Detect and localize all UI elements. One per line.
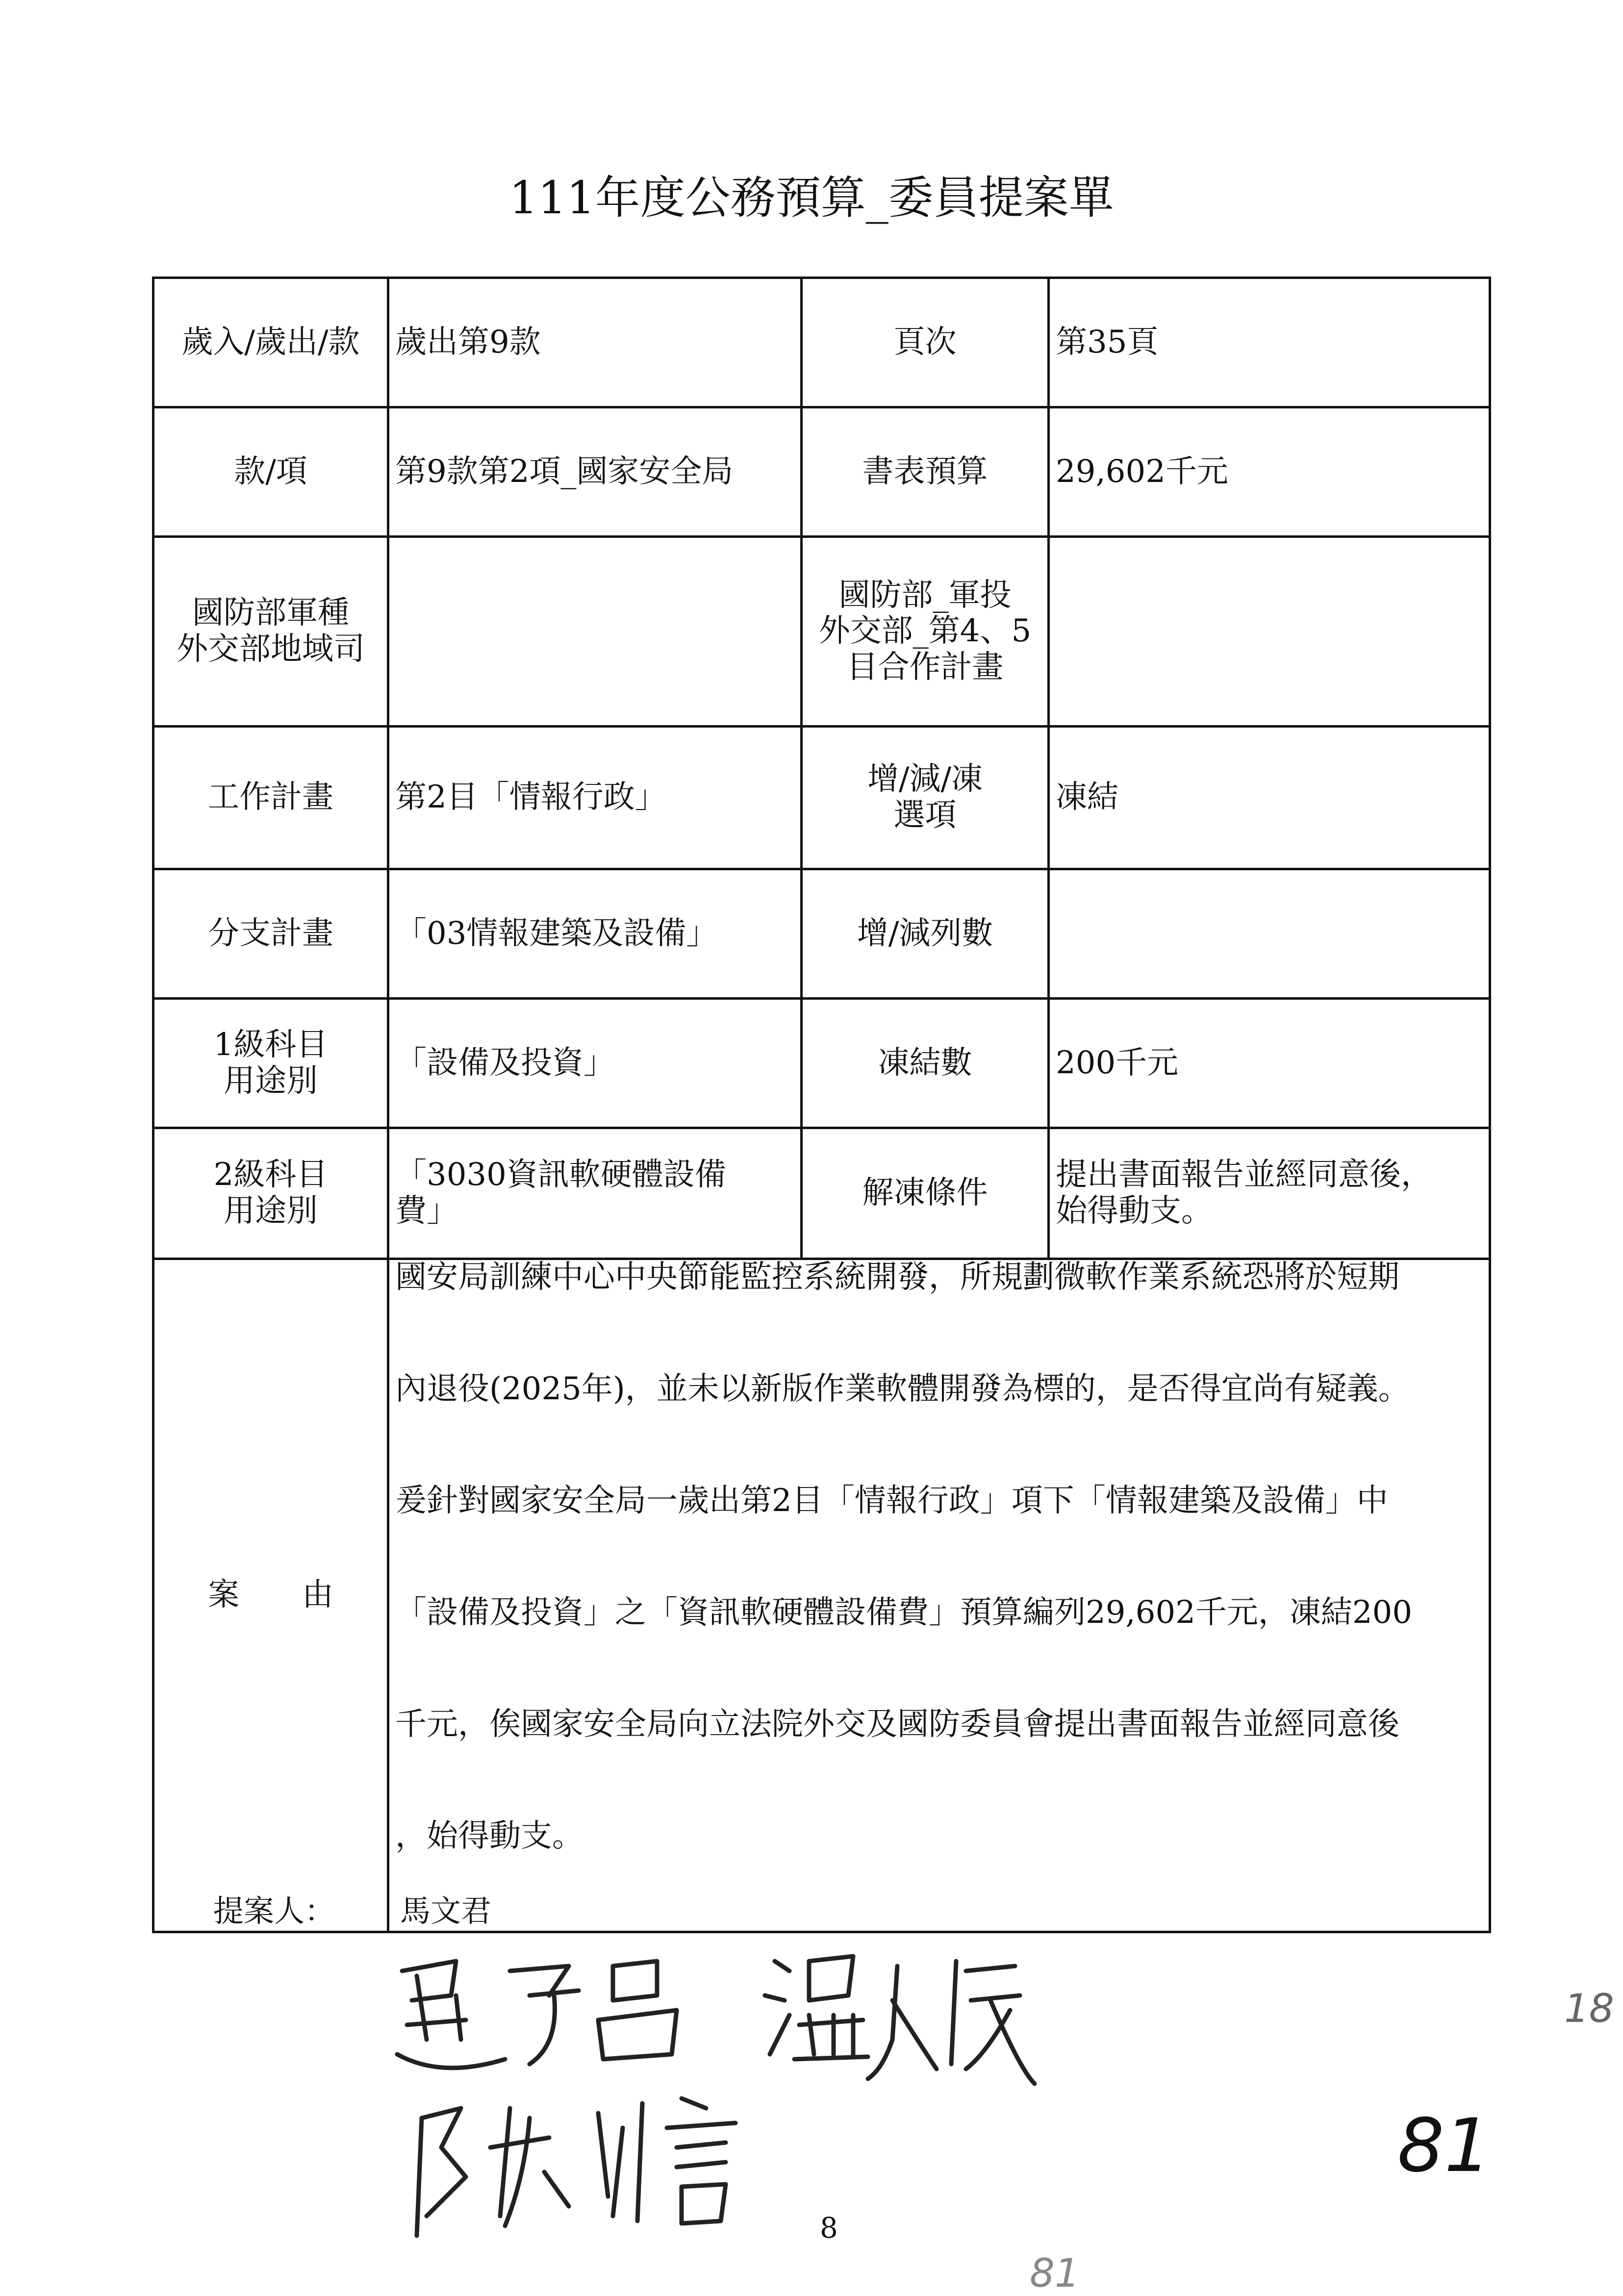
field-label: 增/減列數 <box>802 869 1049 999</box>
reason-line: 「設備及投資」之「資訊軟硬體設備費」預算編列29,602千元，凍結200 <box>395 1594 1413 1631</box>
field-value: 第2目「情報行政」 <box>388 727 802 869</box>
proposal-table <box>152 277 1491 1933</box>
reason-line: 內退役(2025年)，並未以新版作業軟體開發為標的，是否得宜尚有疑義。 <box>395 1371 1410 1407</box>
field-value: 提出書面報告並經同意後， 始得動支。 <box>1049 1128 1490 1259</box>
signature-2 <box>765 1956 1035 2084</box>
table-row <box>153 727 1490 869</box>
signature-1 <box>397 1961 677 2068</box>
field-value <box>388 537 802 727</box>
field-label: 國防部軍種 外交部地域司 <box>153 537 388 727</box>
field-value: 凍結 <box>1049 727 1490 869</box>
field-label: 款/項 <box>153 407 388 537</box>
field-value: 「設備及投資」 <box>388 999 802 1128</box>
field-label: 工作計畫 <box>153 727 388 869</box>
field-label: 解凍條件 <box>802 1128 1049 1259</box>
reason-line: 爰針對國家安全局一歲出第2目「情報行政」項下「情報建築及設備」中 <box>395 1483 1388 1519</box>
field-label: 書表預算 <box>802 407 1049 537</box>
field-label: 歲入/歲出/款 <box>153 278 388 407</box>
handwritten-page-number: 81 <box>1397 2103 1491 2189</box>
field-value: 歲出第9款 <box>388 278 802 407</box>
table-row <box>153 278 1490 407</box>
signature-3 <box>417 2098 735 2236</box>
table-row <box>153 869 1490 999</box>
reason-line: 國安局訓練中心中央節能監控系統開發，所規劃微軟作業系統恐將於短期 <box>395 1259 1399 1295</box>
pencil-number: 81 <box>1030 2250 1080 2296</box>
field-label: 凍結數 <box>802 999 1049 1128</box>
field-value <box>1049 537 1490 727</box>
printed-number: 8 <box>820 2211 838 2245</box>
field-value: 第9款第2項_國家安全局 <box>388 407 802 537</box>
field-value: 29,602千元 <box>1049 407 1490 537</box>
field-label: 分支計畫 <box>153 869 388 999</box>
field-value: 「03情報建築及設備」 <box>388 869 802 999</box>
field-value: 第35頁 <box>1049 278 1490 407</box>
reason-label: 案 由 <box>153 1259 388 1932</box>
field-label: 增/減/凍 選項 <box>802 727 1049 869</box>
reason-line: ，始得動支。 <box>395 1818 583 1854</box>
reason-line: 千元，俟國家安全局向立法院外交及國防委員會提出書面報告並經同意後 <box>395 1706 1399 1742</box>
table-row <box>153 1128 1490 1259</box>
field-value <box>1049 869 1490 999</box>
corner-number: 18 <box>1564 1986 1614 2031</box>
field-value: 「3030資訊軟硬體設備 費」 <box>388 1128 802 1259</box>
proposer-name: 馬文君 <box>400 1893 492 1929</box>
page-title: 111年度公務預算_委員提案單 <box>509 172 1114 224</box>
table-row <box>153 999 1490 1128</box>
reason-text <box>388 1259 1490 1932</box>
proposer-label: 提案人： <box>213 1893 335 1929</box>
reason-row <box>153 1259 1490 1932</box>
handwritten-signatures <box>382 1942 1167 2246</box>
field-value: 200千元 <box>1049 999 1490 1128</box>
field-label: 2級科目 用途別 <box>153 1128 388 1259</box>
table-row <box>153 407 1490 537</box>
field-label: 頁次 <box>802 278 1049 407</box>
table-row <box>153 537 1490 727</box>
field-label: 國防部_軍投 外交部_第4、5 目合作計畫 <box>802 537 1049 727</box>
field-label: 1級科目 用途別 <box>153 999 388 1128</box>
